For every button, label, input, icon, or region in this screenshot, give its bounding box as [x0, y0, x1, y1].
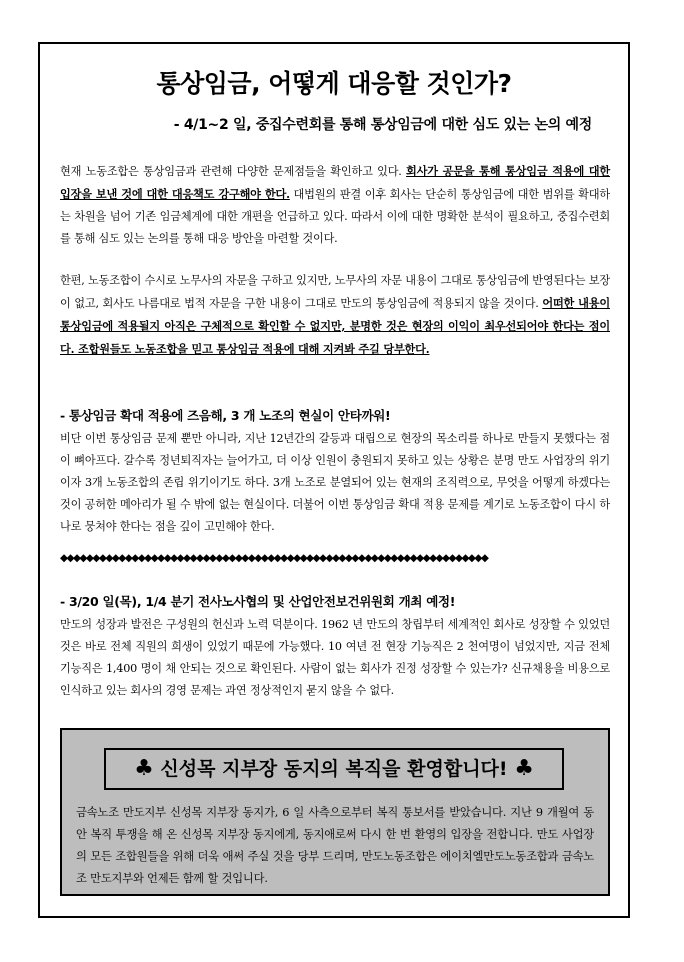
- page-subtitle: - 4/1~2 일, 중집수련회를 통해 통상임금에 대한 심도 있는 논의 예정: [173, 117, 592, 133]
- notice-title: 신성목 지부장 동지의 복직을 환영합니다!: [160, 758, 508, 780]
- intro-paragraph-1-text-b: 대법원의 판결 이후 회사는 단순히 통상임금에 대한 범위를 확대하는 차원을 넘어 기존 임금체계에 대한 개편을 언급하고 있다. 따라서 이에 대한 명확한 분석이 필요하고, 중집수련회를 통해 심도 있는 논의를 통해 대응 방안을 마련할 것이다.: [60, 188, 610, 245]
- diamond-divider: ◆◆◆◆◆◆◆◆◆◆◆◆◆◆◆◆◆◆◆◆◆◆◆◆◆◆◆◆◆◆◆◆◆◆◆◆◆◆◆◆◆◆◆◆◆◆◆◆◆◆◆◆◆◆◆◆◆◆◆◆◆◆◆◆◆◆: [60, 552, 488, 564]
- intro-paragraph-2-emphasis: 어떠한 내용이 통상임금에 적용될지 아직은 구체적으로 확인할 수 없지만, 분명한 것은 현장의 이익이 최우선되어야 한다는 점이다. 조합원들도 노동조합을 믿고 통상임금 적용에 대해 지켜봐 주길 당부한다.: [60, 296, 610, 356]
- notice-title-box: [104, 748, 564, 790]
- intro-paragraph-1-text-a: 현재 노동조합은 통상임금과 관련해 다양한 문제점들을 확인하고 있다.: [60, 165, 407, 178]
- intro-paragraph-1-emphasis: 회사가 공문을 통해 통상임금 적용에 대한 입장을 보낸 것에 대한 대응책도 강구해야 한다.: [60, 164, 610, 201]
- club-icon-left: ♣: [134, 756, 154, 781]
- notice-body: 금속노조 만도지부 신성목 지부장 동지가, 6 일 사측으로부터 복직 통보서를 받았습니다. 지난 9 개월여 동안 복직 투쟁을 해 온 신성목 지부장 동지에게, 동지애로써 다시 한 번 환영의 입장을 전합니다. 만도 사업장의 모든 조합원들을 위해 더욱 애써 주실 것을 당부 드리며, 만도노동조합은 에이치엘만도노동조합과 금속노조 만도지부와 언제든 함께 할 것입니다.: [76, 806, 594, 885]
- newsletter-frame: [38, 42, 630, 918]
- section-1-heading: - 통상임금 확대 적용에 즈음해, 3 개 노조의 현실이 안타까워!: [60, 408, 391, 423]
- section-2-heading: - 3/20 일(목), 1/4 분기 전사노사협의 및 산업안전보건위원회 개최 예정!: [60, 594, 456, 609]
- notice-box: [60, 728, 610, 896]
- intro-paragraph-1: [60, 160, 610, 250]
- intro-paragraph-2-text-a: 한편, 노동조합이 수시로 노무사의 자문을 구하고 있지만, 노무사의 자문 내용이 그대로 통상임금에 반영된다는 보장이 없고, 회사도 나름대로 법적 자문을 구한 내용이 그대로 만도의 통상임금에 적용되지 않을 것이다.: [60, 274, 610, 310]
- club-icon-right: ♣: [514, 756, 534, 781]
- section-1-body: 비단 이번 통상임금 문제 뿐만 아니라, 지난 12년간의 갈등과 대립으로 현장의 목소리를 하나로 만들지 못했다는 점이 뼈아프다. 갈수록 정년퇴직자는 늘어가고, 더 이상 인원이 충원되지 못하고 있는 상황은 분명 만도 사업장의 위기이자 3개 노동조합의 존립 위기이기도 하다. 3개 노조로 분열되어 있는 현재의 조직력으로, 무엇을 어떻게 하겠다는 것이 공허한 메아리가 될 수 밖에 없는 현실이다. 더불어 이번 통상임금 확대 적용 문제를 계기로 노동조합이 다시 하나로 뭉쳐야 한다는 점을 깊이 고민해야 한다.: [60, 432, 610, 533]
- intro-paragraph-2: [60, 270, 610, 361]
- section-2-body: 만도의 성장과 발전은 구성원의 헌신과 노력 덕분이다. 1962 년 만도의 창립부터 세계적인 회사로 성장할 수 있었던 것은 바로 전체 직원의 희생이 있었기 때문에 가능했다. 10 여년 전 현장 기능직은 2 천여명이 넘었지만, 지금 전체 기능직은 1,400 명이 채 안되는 것으로 확인된다. 사람이 없는 회사가 진정 성장할 수 있는가? 신규채용을 비용으로 인식하고 있는 회사의 경영 문제는 과연 정상적인지 묻지 않을 수 없다.: [60, 618, 610, 697]
- page-title: 통상임금, 어떻게 대응할 것인가?: [156, 69, 512, 98]
